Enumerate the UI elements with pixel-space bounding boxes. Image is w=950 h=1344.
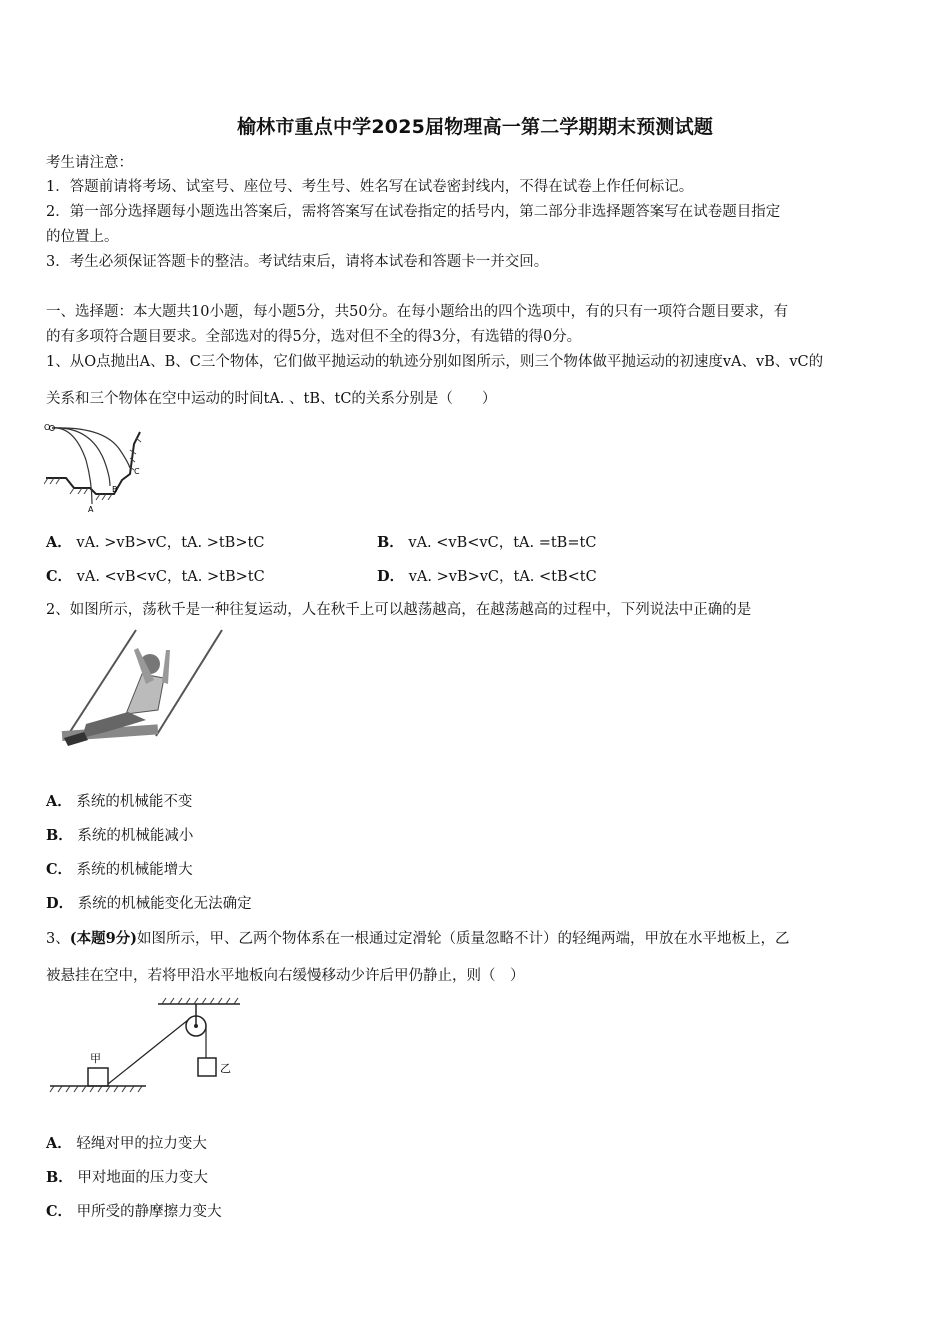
q2-option-c[interactable]: [46, 860, 908, 880]
q1-option-d-label: D．: [377, 568, 405, 585]
q1-fig-label-o: O: [44, 423, 51, 432]
q2-option-d[interactable]: [46, 894, 908, 914]
q2-option-a-label: A．: [46, 793, 72, 810]
q3-stem-line1: [46, 929, 908, 949]
q3-option-a[interactable]: [46, 1134, 908, 1154]
q1-option-d[interactable]: [377, 567, 697, 587]
q2-stem: 2、如图所示，荡秋千是一种往复运动，人在秋千上可以越荡越高，在越荡越高的过程中，下列说法中正确的是: [46, 602, 752, 618]
q1-option-a-text: vA. >vB>vC，tA. >tB>tC: [76, 535, 265, 551]
notice-item-2-cont: 的位置上。: [46, 229, 119, 245]
notice-item-2: 2．第一部分选择题每小题选出答案后，需将答案写在试卷指定的括号内，第二部分非选择题答案写在试卷题目指定: [46, 204, 781, 220]
q2-option-b-text: 系统的机械能减小: [77, 828, 194, 844]
q2-swing-figure: [46, 628, 226, 753]
q3-option-c-label: C．: [46, 1203, 73, 1220]
q3-option-c[interactable]: [46, 1202, 908, 1222]
q1-option-b-label: B．: [377, 534, 404, 551]
q1-fig-label-a: A: [88, 505, 94, 514]
q1-projectile-figure: [44, 420, 154, 515]
q1-option-a[interactable]: [46, 533, 366, 553]
q1-option-a-label: A．: [46, 534, 72, 551]
q3-stem-text: 如图所示，甲、乙两个物体系在一根通过定滑轮（质量忽略不计）的轻绳两端，甲放在水平地板上，乙: [137, 931, 790, 947]
notice-heading: 考生请注意：: [46, 155, 133, 171]
q3-option-a-label: A．: [46, 1135, 72, 1152]
q3-option-a-text: 轻绳对甲的拉力变大: [76, 1136, 207, 1152]
q3-option-c-text: 甲所受的静摩擦力变大: [76, 1204, 222, 1220]
q1-option-b[interactable]: [377, 533, 697, 553]
q3-pulley-figure: [46, 996, 246, 1101]
q1-option-d-text: vA. >vB>vC，tA. <tB<tC: [408, 569, 597, 585]
q2-option-d-label: D．: [46, 895, 74, 912]
q1-option-b-text: vA. <vB<vC，tA. =tB=tC: [408, 535, 597, 551]
q3-stem-line2: 被悬挂在空中，若将甲沿水平地板向右缓慢移动少许后甲仍静止，则（ ）: [46, 968, 525, 984]
notice-item-1: 1．答题前请将考场、试室号、座位号、考生号、姓名写在试卷密封线内，不得在试卷上作任何标记。: [46, 179, 694, 195]
q3-fig-label-yi: 乙: [220, 1062, 231, 1075]
q3-fig-label-jia: 甲: [90, 1052, 101, 1065]
q2-option-a-text: 系统的机械能不变: [76, 794, 193, 810]
q1-fig-label-b: B: [112, 485, 118, 494]
q1-option-c[interactable]: [46, 567, 366, 587]
q2-option-d-text: 系统的机械能变化无法确定: [77, 896, 252, 912]
q3-number: 3、: [46, 931, 70, 947]
q3-option-b-text: 甲对地面的压力变大: [77, 1170, 208, 1186]
q1-stem-line1: 1、从O点抛出A、B、C三个物体，它们做平抛运动的轨迹分别如图所示，则三个物体做平抛运动的初速度vA、vB、vC的: [46, 354, 824, 370]
q2-option-c-text: 系统的机械能增大: [76, 862, 193, 878]
q3-option-b-label: B．: [46, 1169, 73, 1186]
q1-option-c-label: C．: [46, 568, 73, 585]
q1-fig-label-c: C: [134, 467, 140, 476]
q2-option-a[interactable]: [46, 792, 908, 812]
q2-option-b[interactable]: [46, 826, 908, 846]
q3-score-tag: (本题9分): [69, 930, 138, 947]
q1-stem-line2: 关系和三个物体在空中运动的时间tA. 、tB、tC的关系分别是（ ）: [46, 391, 497, 407]
section-instructions-1: 一、选择题：本大题共10小题，每小题5分，共50分。在每小题给出的四个选项中，有的只有一项符合题目要求，有: [46, 304, 789, 320]
q1-option-c-text: vA. <vB<vC，tA. >tB>tC: [76, 569, 265, 585]
q3-option-b[interactable]: [46, 1168, 908, 1188]
q2-option-b-label: B．: [46, 827, 73, 844]
section-instructions-2: 的有多项符合题目要求。全部选对的得5分，选对但不全的得3分，有选错的得0分。: [46, 329, 582, 345]
notice-item-3: 3．考生必须保证答题卡的整洁。考试结束后，请将本试卷和答题卡一并交回。: [46, 254, 549, 270]
page-title: 榆林市重点中学2025届物理高一第二学期期末预测试题: [236, 116, 714, 138]
q2-option-c-label: C．: [46, 861, 73, 878]
